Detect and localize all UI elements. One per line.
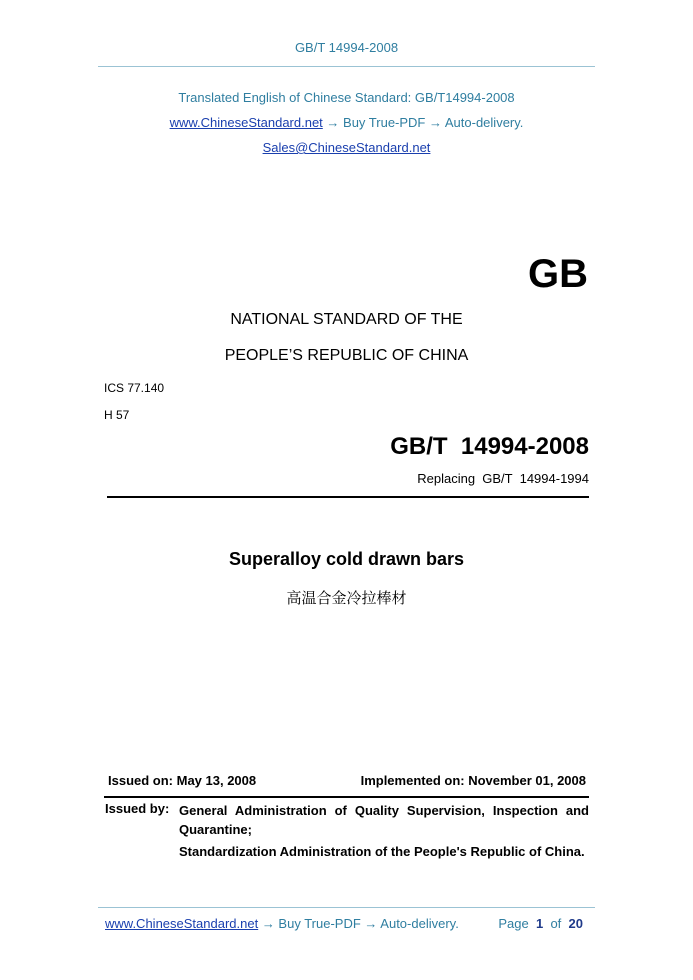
email-line bbox=[0, 140, 693, 155]
gb-logo: GB bbox=[528, 252, 588, 296]
email-link[interactable]: Sales@ChineseStandard.net bbox=[262, 140, 431, 155]
standard-number: GB/T 14994-2008 bbox=[390, 433, 589, 460]
page-number: 1 bbox=[535, 916, 544, 931]
page-indicator bbox=[480, 916, 583, 931]
running-header: GB/T 14994-2008 bbox=[294, 40, 399, 55]
footer-divider bbox=[98, 907, 595, 908]
footer-promo bbox=[105, 916, 459, 931]
footer-promo-rest: → Buy True-PDF → Auto-delivery. bbox=[258, 916, 459, 931]
issued-on: Issued on: May 13, 2008 bbox=[108, 773, 257, 788]
dates-divider bbox=[104, 796, 589, 798]
replacing-note: Replacing GB/T 14994-1994 bbox=[417, 471, 589, 486]
ics-code: ICS 77.140 bbox=[104, 381, 165, 395]
footer-site-link[interactable]: www.ChineseStandard.net bbox=[105, 916, 259, 931]
national-standard-line1: NATIONAL STANDARD OF THE bbox=[230, 311, 463, 328]
number-divider bbox=[107, 496, 589, 498]
translation-note: Translated English of Chinese Standard: GB/T14994-2008 bbox=[178, 90, 515, 105]
promo-line-rest: → Buy True-PDF → Auto-delivery. bbox=[322, 115, 524, 130]
title-zh: 高温合金冷拉棒材 bbox=[286, 589, 407, 607]
ccs-code: H 57 bbox=[104, 408, 130, 422]
national-standard-line2: PEOPLE’S REPUBLIC OF CHINA bbox=[224, 347, 469, 364]
page-word: Page bbox=[498, 916, 529, 931]
site-link[interactable]: www.ChineseStandard.net bbox=[169, 115, 323, 130]
promo-line bbox=[0, 115, 693, 130]
issuing-org-1: General Administration of Quality Supervision, Inspection and Quarantine; bbox=[179, 803, 589, 837]
implemented-on: Implemented on: November 01, 2008 bbox=[360, 773, 586, 788]
title-en: Superalloy cold drawn bars bbox=[228, 549, 465, 569]
issuing-org-2: Standardization Administration of the People's Republic of China. bbox=[179, 844, 585, 859]
page-total: 20 bbox=[568, 916, 583, 931]
header-divider bbox=[98, 66, 595, 67]
issued-by-label: Issued by: bbox=[105, 801, 170, 816]
of-word: of bbox=[550, 916, 562, 931]
